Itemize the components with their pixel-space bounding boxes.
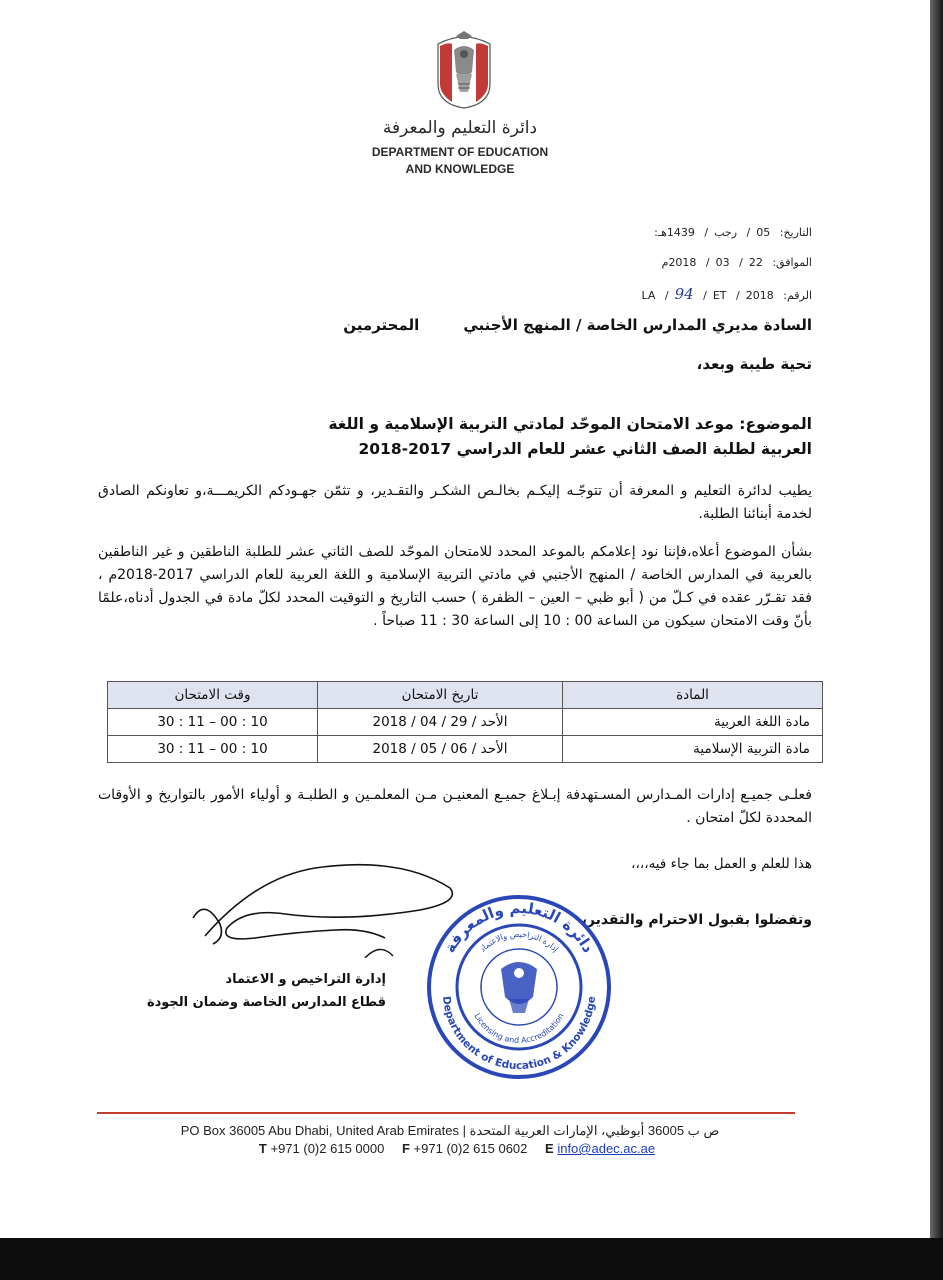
subject-line-2: العربية لطلبة الصف الثاني عشر للعام الدراسي 2017-2018	[358, 440, 812, 458]
fax-label: F	[401, 1141, 410, 1156]
department-name-arabic: دائرة التعليم والمعرفة	[382, 118, 538, 138]
gregorian-date-line: الموافق: 22/ 03/ 2018م	[661, 256, 812, 269]
reference-number-line: الرقم: 2018/ ET/ 94/ LA	[641, 285, 812, 303]
closing-note: هذا للعلم و العمل بما جاء فيه،،،،	[631, 856, 812, 872]
stamp-inner-english: Licensing and Accreditation	[472, 1011, 566, 1046]
hijri-year: 1439هـ:	[654, 226, 695, 239]
telephone-number: +971 (0)2 615 0000	[270, 1141, 385, 1156]
subject-line-1: الموضوع: موعد الامتحان الموحّد لمادتي التربية الإسلامية و اللغة	[328, 415, 812, 433]
hijri-date-label: التاريخ:	[779, 226, 812, 239]
cell-time: 10 : 00 – 11 : 30	[108, 736, 318, 763]
cell-subject: مادة اللغة العربية	[563, 709, 823, 736]
svg-text:دائرة التعليم والمعرفة	[441, 899, 598, 956]
column-header-time: وقت الامتحان	[108, 682, 318, 709]
hijri-month: رجب	[714, 226, 738, 239]
table-row	[108, 736, 823, 763]
scan-edge-shadow	[930, 0, 943, 1238]
official-stamp	[425, 893, 613, 1081]
hijri-date-line: التاريخ: 05/ رجب/ 1439هـ:	[654, 226, 812, 239]
cell-date: الأحد / 06 / 05 / 2018	[318, 736, 563, 763]
paragraph-announcement: بشأن الموضوع أعلاه،فإننا نود إعلامكم بالموعد المحدد للامتحان الموحّد للصف الثاني عشر للطلبة الناطقين و غير الناطقين بالعربية في المدارس الخاصة / المنهج الأجنبي في مادتي التربية الإسلامية و اللغة العربية للعام الدراسي 2017-2018م ، فقد تقـرّر عقده في كـلّ من ( أبو ظبي – العين – الظفرة ) حسب التاريخ و التوقيت المحدد لكلّ مادة في الجدول أدناه،علمًا بأنّ وقت الامتحان سيكون من الساعة 00 : 10 إلى الساعة 30 : 11 صباحاً .	[98, 544, 813, 629]
hijri-day: 05	[756, 226, 771, 239]
column-header-date: تاريخ الامتحان	[318, 682, 563, 709]
fax-number: +971 (0)2 615 0602	[413, 1141, 528, 1156]
footer-address: PO Box 36005 Abu Dhabi, United Arab Emirates | ص ب 36005 أبوظبي، الإمارات العربية المتحدة	[180, 1123, 720, 1138]
cell-date: الأحد / 29 / 04 / 2018	[318, 709, 563, 736]
handwritten-signature	[165, 858, 465, 958]
scan-bottom-border	[0, 1238, 943, 1280]
department-name-english-line2: AND KNOWLEDGE	[405, 162, 515, 176]
department-name-english-line1: DEPARTMENT OF EDUCATION	[371, 145, 549, 159]
greeting: تحية طيبة وبعد،	[696, 355, 812, 373]
cell-subject: مادة التربية الإسلامية	[563, 736, 823, 763]
paragraph-thanks: يطيب لدائرة التعليم و المعرفة أن تتوجّـه إليكـم بخالـص الشكـر والتقـدير، و تثمّن جهـودكم الكريمـــة،و تعاونكم الصادق لخدمة أبنائنا الطلبة.	[98, 483, 812, 522]
addressee	[343, 316, 812, 334]
reference-prefix: LA	[641, 289, 656, 302]
email-label: E	[545, 1141, 554, 1156]
reference-number-handwritten: 94	[674, 285, 694, 303]
exam-schedule-table	[107, 681, 823, 763]
footer-divider	[97, 1112, 795, 1114]
gregorian-month: 03	[715, 256, 730, 269]
signatory-sector: قطاع المدارس الخاصة وضمان الجودة	[146, 995, 386, 1010]
signatory-department: إدارة التراخيص و الاعتماد	[225, 972, 386, 987]
gregorian-date-label: الموافق:	[772, 256, 812, 269]
telephone-label: T	[258, 1141, 267, 1156]
gregorian-day: 22	[748, 256, 763, 269]
stamp-outer-arabic: دائرة التعليم والمعرفة	[440, 898, 598, 956]
table-header-row	[108, 682, 823, 709]
stamp-falcon-icon	[501, 962, 537, 1013]
addressee-main: السادة مديري المدارس الخاصة / المنهج الأجنبي	[463, 316, 812, 334]
table-row	[108, 709, 823, 736]
falcon-emblem-logo	[428, 28, 500, 110]
email-link[interactable]: info@adec.ac.ae	[557, 1141, 656, 1156]
stamp-inner-arabic: إدارة التراخيص والاعتماد	[477, 929, 561, 954]
paragraph-instructions: فعلـى جميـع إدارات المـدارس المسـتهدفة إبـلاغ جميـع المعنيـن مـن المعلمـين و الطلبـة و أولياء الأمور بالتواريخ و الأوقات المحددة لكلّ امتحان .	[98, 787, 812, 826]
reference-year: 2018	[745, 289, 774, 302]
gregorian-year: 2018م	[661, 256, 697, 269]
closing-regards: وتفضلوا بقبول الاحترام والتقدير،	[581, 912, 812, 928]
reference-label: الرقم:	[783, 289, 812, 302]
stamp-outer-english: Department of Education & Knowledge	[439, 995, 598, 1073]
addressee-honorific: المحترمين	[343, 316, 420, 334]
footer-contacts	[100, 1141, 800, 1156]
cell-time: 10 : 00 – 11 : 30	[108, 709, 318, 736]
column-header-subject: المادة	[563, 682, 823, 709]
reference-code: ET	[712, 289, 727, 302]
